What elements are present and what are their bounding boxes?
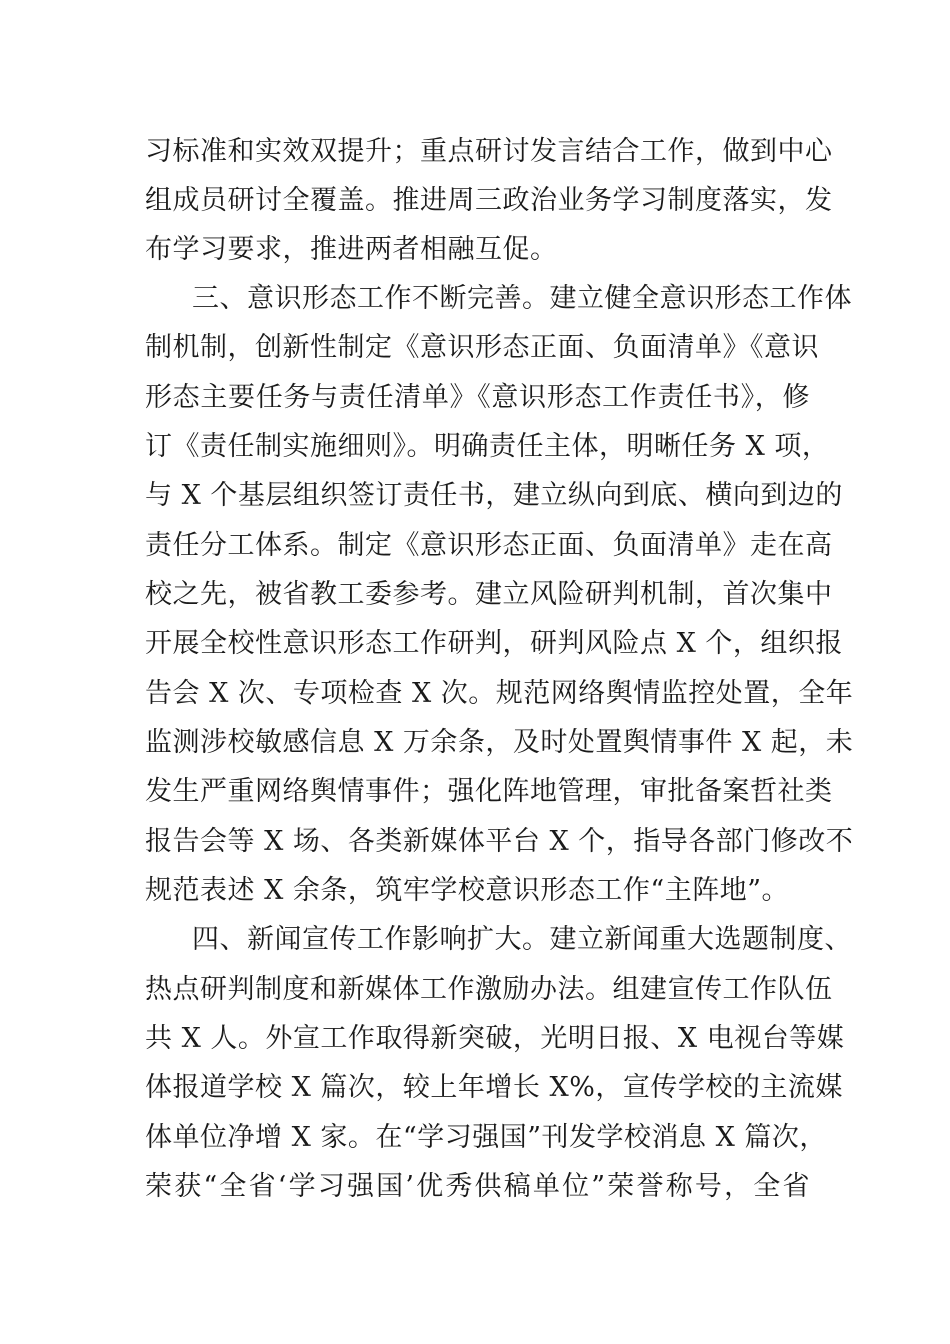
text-line: 发生严重网络舆情事件；强化阵地管理，审批备案哲社类 bbox=[145, 776, 833, 807]
text-line: 校之先，被省教工委参考。建立风险研判机制，首次集中 bbox=[145, 579, 833, 610]
text-line: 责任分工体系。制定《意识形态正面、负面清单》走在高 bbox=[145, 530, 833, 561]
text-line: 热点研判制度和新媒体工作激励办法。组建宣传工作队伍 bbox=[145, 974, 833, 1005]
text-line: 报告会等 X 场、各类新媒体平台 X 个，指导各部门修改不 bbox=[145, 826, 854, 857]
section-four-heading-line: 四、新闻宣传工作影响扩大。建立新闻重大选题制度、 bbox=[192, 924, 852, 955]
section-three-heading-line: 三、意识形态工作不断完善。建立健全意识形态工作体 bbox=[192, 283, 852, 314]
text-line: 开展全校性意识形态工作研判，研判风险点 X 个，组织报 bbox=[145, 628, 843, 659]
text-line: 与 X 个基层组织签订责任书，建立纵向到底、横向到边的 bbox=[145, 480, 843, 511]
text-line: 体报道学校 X 篇次，较上年增长 X%，宣传学校的主流媒 bbox=[145, 1072, 843, 1103]
text-line: 习标准和实效双提升；重点研讨发言结合工作，做到中心 bbox=[145, 136, 833, 167]
text-line: 告会 X 次、专项检查 X 次。规范网络舆情监控处置，全年 bbox=[145, 678, 854, 709]
text-line: 荣获“全省‘学习强国’优秀供稿单位”荣誉称号，全省 bbox=[145, 1171, 810, 1202]
text-line: 监测涉校敏感信息 X 万余条，及时处置舆情事件 X 起，未 bbox=[145, 727, 854, 758]
text-line: 制机制，创新性制定《意识形态正面、负面清单》《意识 bbox=[145, 332, 819, 363]
text-line: 订《责任制实施细则》。明确责任主体，明晰任务 X 项， bbox=[145, 431, 830, 462]
text-line: 规范表述 X 余条，筑牢学校意识形态工作“主阵地”。 bbox=[145, 875, 789, 906]
text-line: 布学习要求，推进两者相融互促。 bbox=[145, 234, 558, 265]
text-line: 共 X 人。外宣工作取得新突破，光明日报、X 电视台等媒 bbox=[145, 1023, 845, 1054]
text-line: 形态主要任务与责任清单》《意识形态工作责任书》，修 bbox=[145, 382, 810, 413]
text-line: 体单位净增 X 家。在“学习强国”刊发学校消息 X 篇次， bbox=[145, 1122, 827, 1153]
text-line: 组成员研讨全覆盖。推进周三政治业务学习制度落实，发 bbox=[145, 185, 833, 216]
